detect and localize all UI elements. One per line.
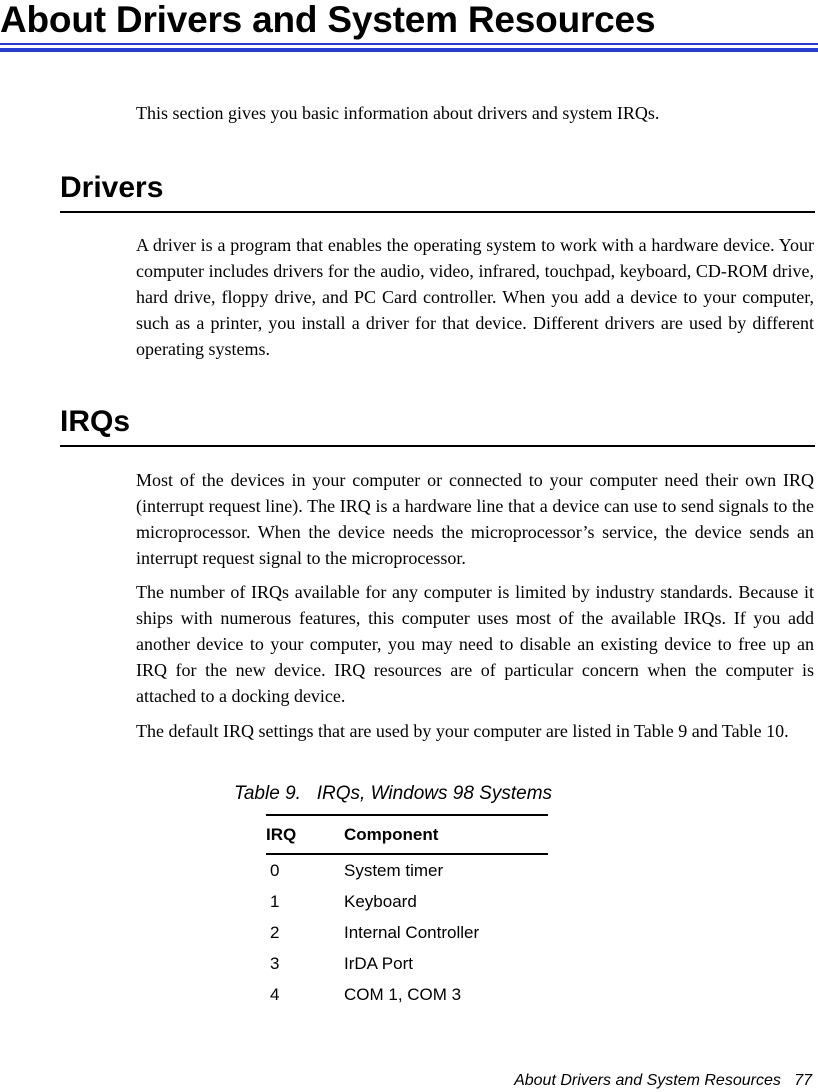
irq-number: 3 [270,953,280,973]
table-row [266,917,548,948]
drivers-paragraph: A driver is a program that enables the operating system to work with a hardware device. Your computer includes drivers for the audio, video, infrared, touchpad, keyboard, CD-ROM drive, hard drive, floppy drive, and PC Card controller. When you add a device to your computer, such as a printer, you install a driver for that device. Different drivers are used by different operating systems. [136,235,814,359]
title-rule-thick [0,48,818,52]
irqs-paragraph-2: The number of IRQs available for any computer is limited by industry standards. Because it ships with numerous features, this computer uses most of the available IRQs. If you add another device to your computer, you may need to disable an existing device to free up an IRQ for the new device. IRQ resources are of particular concern when the computer is attached to a docking device. [136,582,814,706]
page-footer [514,1072,812,1090]
intro-paragraph: This section gives you basic information about drivers and system IRQs. [136,103,660,123]
irqs-heading: IRQs [60,405,131,438]
table-header-row [266,816,548,855]
table-row [266,855,548,886]
irq-component: Keyboard [344,891,417,911]
irq-number: 2 [270,922,280,942]
irq-number: 1 [270,891,280,911]
header-component: Component [344,824,439,844]
irqs-paragraph-3: The default IRQ settings that are used by your computer are listed in Table 9 and Table 10. [136,721,789,741]
irq-number: 0 [270,860,280,880]
header-irq: IRQ [266,824,297,844]
page-number: 77 [794,1072,812,1089]
irq-component: IrDA Port [344,953,413,973]
table-row [266,948,548,979]
irqs-rule [60,445,815,447]
irq-component: Internal Controller [344,922,480,942]
table-row [266,979,548,1010]
table-body [266,855,548,1010]
drivers-rule [60,211,815,213]
footer-section-title: About Drivers and System Resources [514,1072,781,1089]
drivers-heading: Drivers [60,171,164,204]
table-caption: Table 9. IRQs, Windows 98 Systems [234,783,553,804]
irq-component: COM 1, COM 3 [344,984,462,1004]
title-rule-thin [0,43,818,45]
irq-number: 4 [270,984,280,1004]
irqs-paragraph-1: Most of the devices in your computer or connected to your computer need their own IRQ (interrupt request line). The IRQ is a hardware line that a device can use to send signals to the microprocessor. When the device needs the microprocessor’s service, the device sends an interrupt request signal to the microprocessor. [136,470,814,568]
irq-component: System timer [344,860,444,880]
page-title: About Drivers and System Resources [0,0,656,40]
table-row [266,886,548,917]
irq-table [266,814,548,1010]
